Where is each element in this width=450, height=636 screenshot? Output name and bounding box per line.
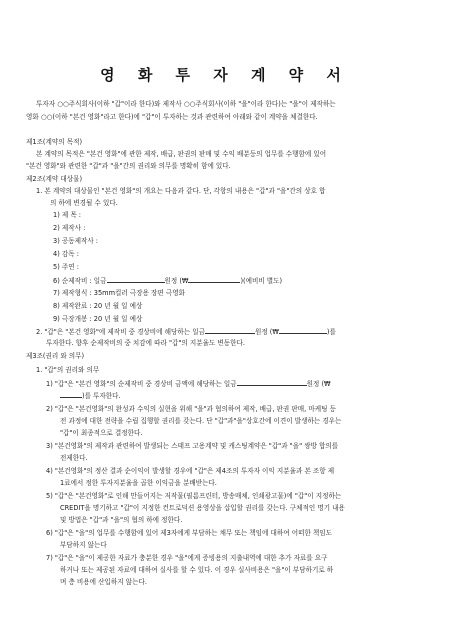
field-producer: 2) 제작사 : [53,224,86,232]
article-3-p5-line-1: 5) "갑"은 "본건영화"로 인해 만들어지는 저작물(필름프린터, 방송매체, 인쇄광고물)에 "갑"이 지정하는 [46,492,342,500]
article-3-p2-line-1: 2) "갑"은 "본건영화"의 완성과 수익의 실현을 위해 "을"과 협의하여 제작, 배급, 판권 판매, 마케팅 등 [46,405,336,413]
article-3-p3-line-2: 전제한다. [60,454,88,462]
article-3-p1-line-1 [46,379,331,388]
article-3-p3-line-1: 3) "본건영화"의 제작과 관련하여 발생되는 스태프 고용계약 및 캐스팅계약은 "갑"과 "을" 쌍방 합의를 [46,442,339,450]
p1-line2-suffix: )를 투자한다. [82,392,121,400]
item2-prefix: 2. "갑"은 "본건 영화"에 제작비 중 경상비에 해당하는 일금 [36,328,205,336]
field-cast: 5) 주연 : [53,263,79,271]
budget-mid: 원정 (₩ [164,277,189,285]
p1-prefix: 1) "갑"은 "본건 영화"의 순제작비 중 경상비 금액에 해당하는 일금 [46,380,237,388]
budget-number-blank [188,276,240,283]
article-3-p2-line-3: "갑"이 최종적으로 결정한다. [60,429,143,437]
p1-suffix: 원정 (₩ [306,380,331,388]
budget-amount-blank [107,276,165,283]
field-release: 9) 극장개봉 : 20 년 월 일 예상 [53,315,143,323]
p1-amount-blank [237,379,307,386]
intro-line-2: 영화 ○○(이하 "본건 영화"라고 한다)에 "갑"이 투자하는 것과 관련하여 아래와 같이 계약을 체결한다. [26,113,318,121]
article-3-p5-line-3: 및 방법은 "갑"과 "을"의 협의 하에 정한다. [60,516,183,524]
article-2-item-2-line-2: 투자한다. 향후 순제작비의 중 치감에 따라 "갑"의 지분율도 변동한다. [46,339,246,347]
budget-prefix: 6) 순제작비 : 일금 [53,277,107,285]
article-3-p6-line-2: 부담하지 않는다 [60,541,107,549]
article-3-heading: 제3조(권리 와 의무) [26,352,85,360]
field-director: 4) 감독 : [53,250,79,258]
article-2-item-2-line-1 [36,327,336,336]
article-2-item-1-line-1: 1. 본 계약의 대상물인 "본건 영화"의 개요는 다음과 같다. 단, 각항의 내용은 "갑"과 "을"간의 상호 합 [36,187,326,195]
article-1-line-2: "본건 영화"와 관련한 "갑"과 "을"간의 권리와 의무를 명확히 함에 있다. [26,162,231,170]
article-3-p4-line-2: 1료에서 정한 투자지분율을 곱한 이익금을 분배받는다. [60,479,217,487]
article-3-p1-line-2 [60,391,121,400]
article-1-heading: 제1조(계약의 목적) [26,138,83,146]
item2-mid: 원정 (₩ [254,328,279,336]
article-3-p7-line-2: 하거나 또는 제공된 자료에 대하여 실사를 할 수 있다. 이 경우 실사비용은 "을"이 부담하기로 하 [60,566,334,574]
article-3-p4-line-1: 4) "본건영화"의 정산 결과 순이익이 발생할 경우에 "갑"은 제4조의 투자자 이익 지분율과 본 조항 제 [46,467,335,475]
article-3-p2-line-2: 전 과정에 대한 전략을 수립 집행할 권리를 갖는다. 단 "갑"과"을"상호간에 이견이 발생하는 경우는 [60,417,342,425]
budget-suffix: )(예비비 별도) [240,277,283,285]
article-3-sub-1: 1. "갑"의 권리와 의무 [36,366,100,374]
field-completion: 8) 제작완료 : 20 년 월 일 예상 [53,302,143,310]
item2-amount-blank [205,327,255,334]
document-title: 영 화 투 자 계 약 서 [100,66,350,84]
field-coproducer: 3) 공동제작사 : [53,237,99,245]
article-2-heading: 제2조(계약 대상물) [26,175,83,183]
article-3-p5-line-2: CREDIT을 명기하고 "갑"이 지정한 컨트로덕션 용영상을 삽입할 권리를 갖는다. 구체적인 명기 내용 [60,504,345,512]
p1-number-blank [60,391,82,398]
intro-line-1: 투자자 ○○주식회사(이하 "갑"이라 한다)와 제작사 ○○주식회사(이하 "을"이라 한다)는 "을"이 제작하는 [36,100,336,108]
field-format: 7) 제작형식 : 35mm컬러 극장용 장편 극영화 [53,289,185,297]
article-3-p6-line-1: 6) "갑"은 "을"의 업무를 수행함에 있어 제3자에게 부담하는 채무 또는 책임에 대하여 어떠한 책임도 [46,529,333,537]
article-3-p7-line-1: 7) "갑"은 "을"이 제공한 자료가 충분한 경우 "을"에게 증빙용의 지출내역에 대한 추가 자료를 요구 [46,554,328,562]
field-budget [53,276,282,285]
field-title: 1) 제 목 : [53,211,82,219]
item2-number-blank [279,327,327,334]
article-3-p7-line-3: 며 층 비용에 산입하지 않는다. [60,578,147,586]
article-1-line-1: 본 계약의 목적은 "본건 영화"에 관한 제작, 배급, 판권의 판매 및 수익 배분등의 업무를 수행함에 있어 [36,150,327,158]
article-2-item-1-line-2: 의 하에 변경될 수 있다. [50,199,118,207]
item2-suffix: )를 [326,328,336,336]
